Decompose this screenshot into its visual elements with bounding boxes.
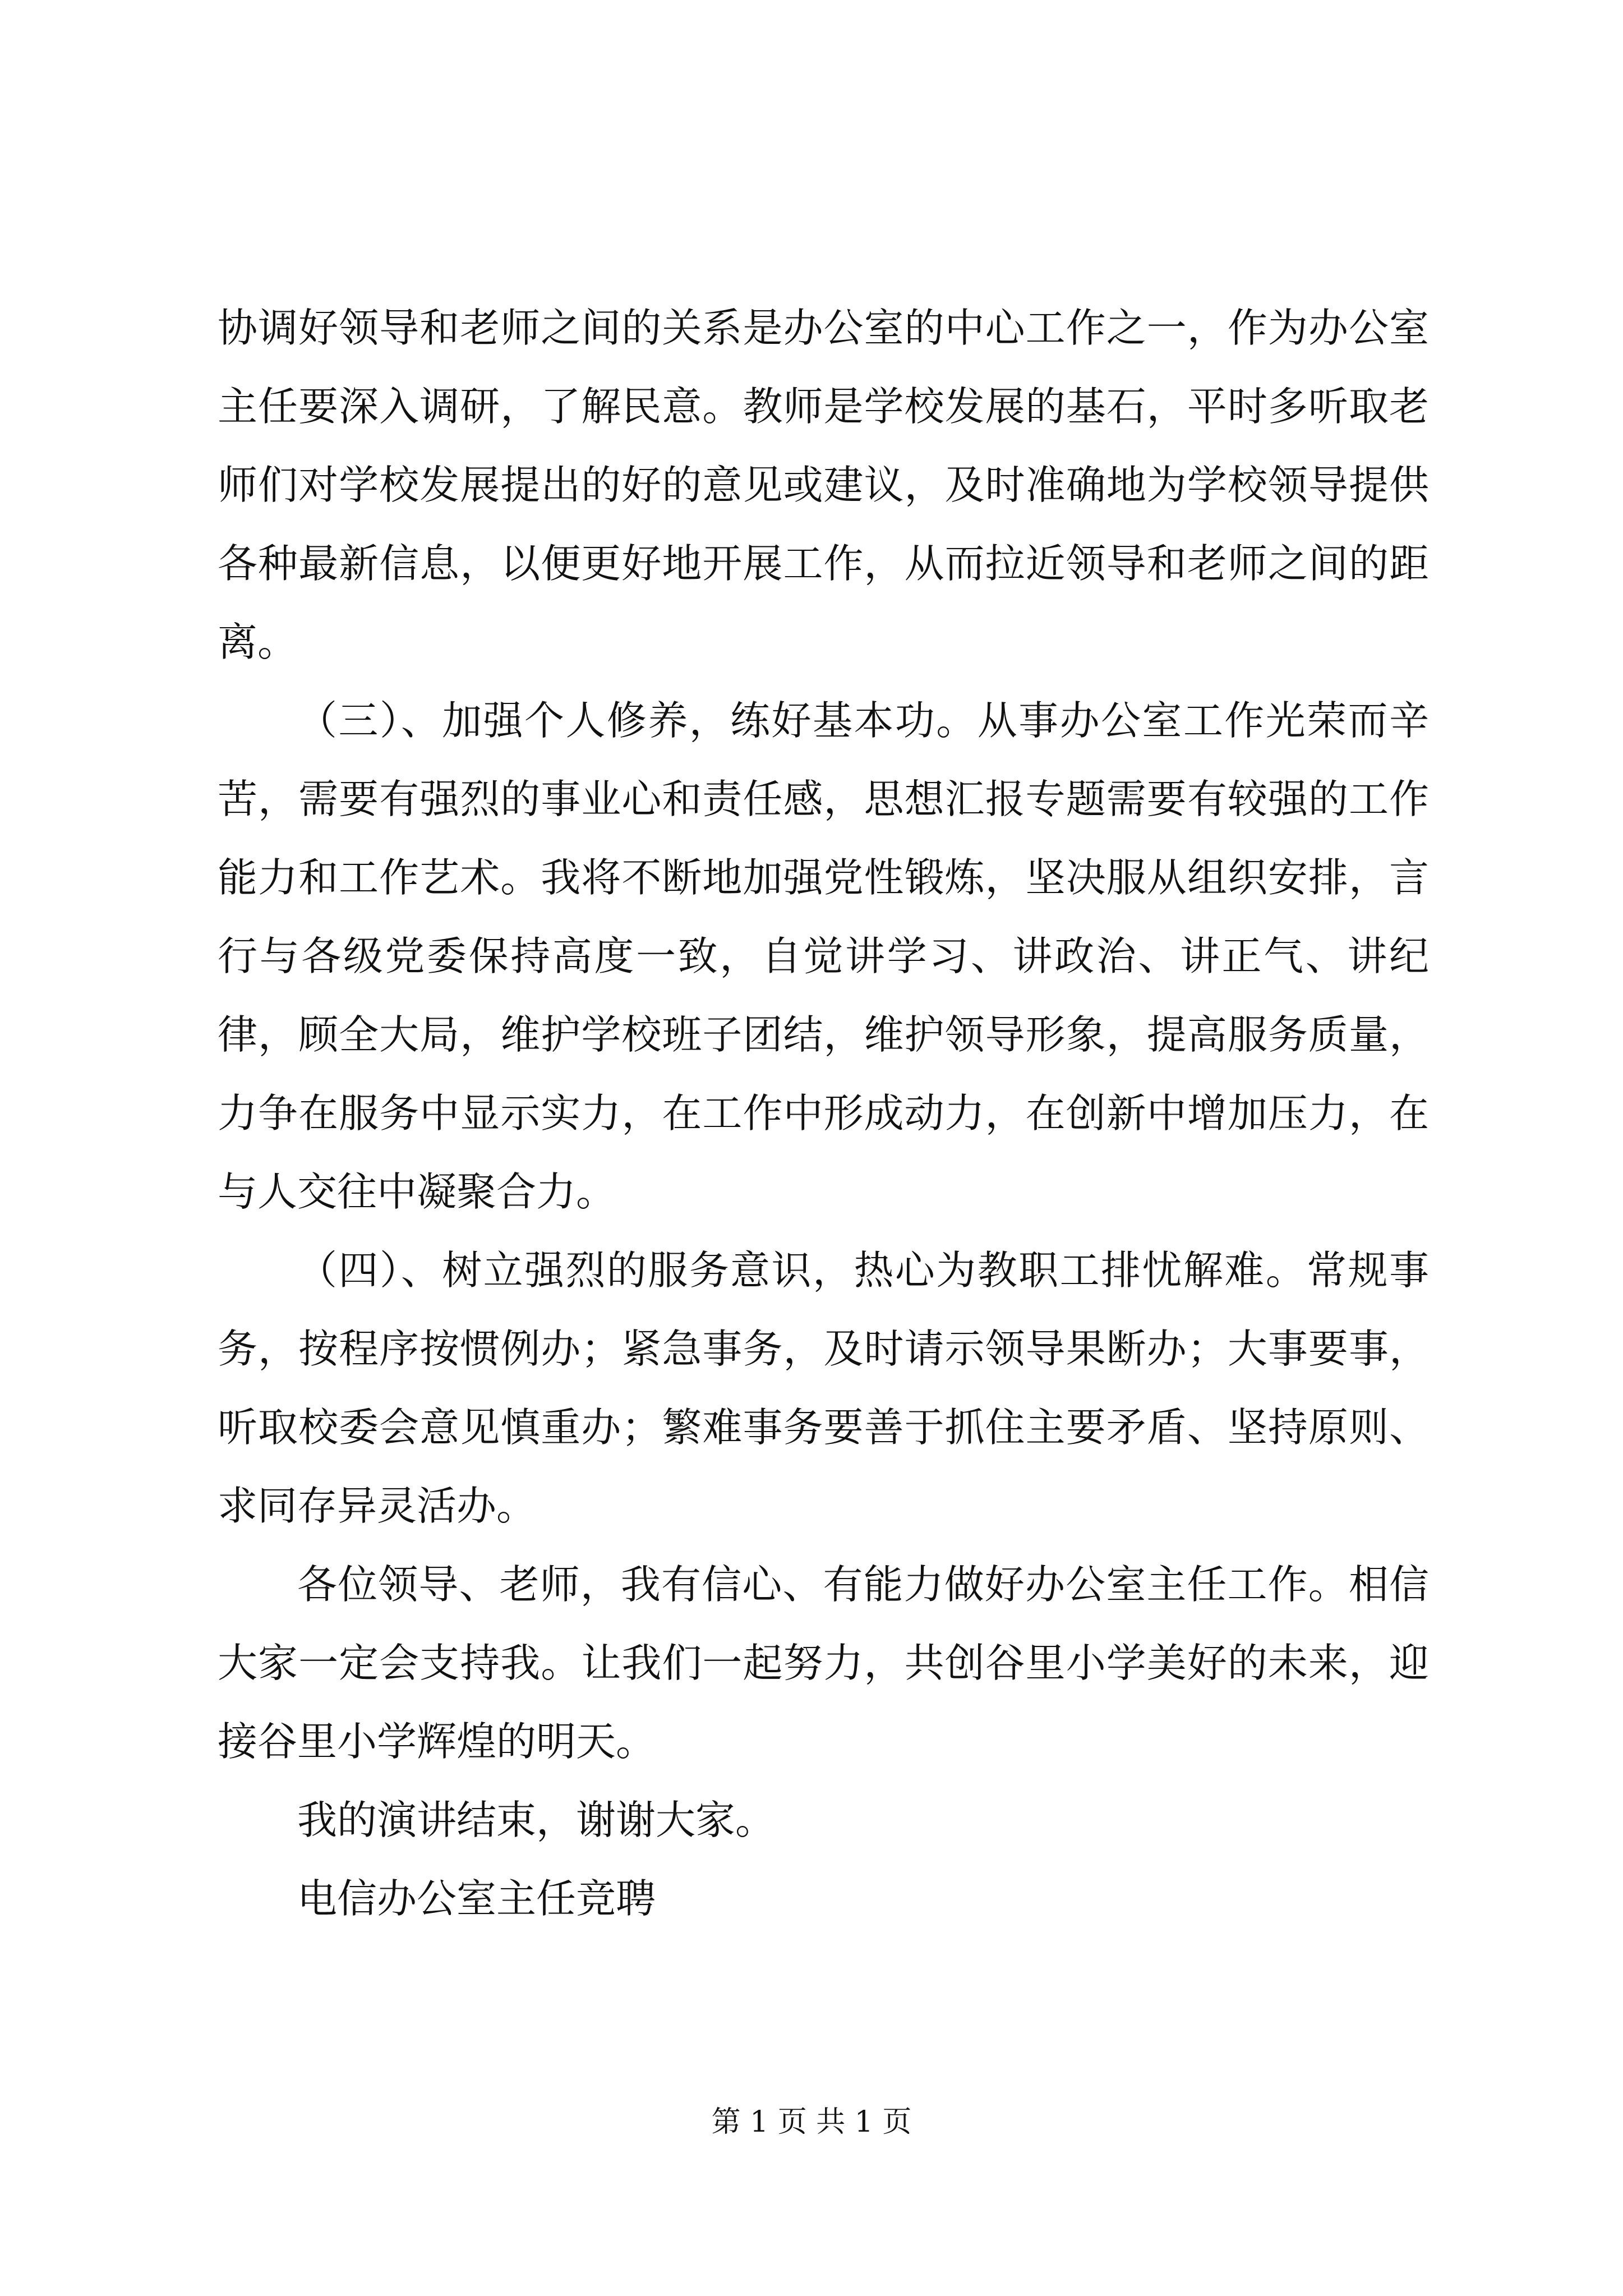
document-body: [218, 289, 1429, 1938]
paragraph-1: 协调好领导和老师之间的关系是办公室的中心工作之一，作为办公室主任要深入调研，了解民意。教师是学校发展的基石，平时多听取老师们对学校发展提出的好的意见或建议，及时准确地为学校领导提供各种最新信息，以便更好地开展工作，从而拉近领导和老师之间的距离。: [218, 305, 1429, 665]
paragraph-3: （四）、树立强烈的服务意识，热心为教职工排忧解难。常规事务，按程序按惯例办；紧急事务，及时请示领导果断办；大事要事，听取校委会意见慎重办；繁难事务要善于抓住主要矛盾、坚持原则、求同存异灵活办。: [218, 1247, 1429, 1529]
page-footer: 第 1 页 共 1 页: [711, 2105, 912, 2139]
paragraph-2: （三）、加强个人修养，练好基本功。从事办公室工作光荣而辛苦，需要有强烈的事业心和责任感，思想汇报专题需要有较强的工作能力和工作艺术。我将不断地加强党性锻炼，坚决服从组织安排，言行与各级党委保持高度一致，自觉讲学习、讲政治、讲正气、讲纪律，顾全大局，维护学校班子团结，维护领导形象，提高服务质量，力争在服务中显示实力，在工作中形成动力，在创新中增加压力，在与人交往中凝聚合力。: [218, 697, 1429, 1215]
paragraph-4: 各位领导、老师，我有信心、有能力做好办公室主任工作。相信大家一定会支持我。让我们一起努力，共创谷里小学美好的未来，迎接谷里小学辉煌的明天。: [218, 1561, 1429, 1765]
paragraph-6: 电信办公室主任竞聘: [297, 1875, 656, 1922]
paragraph-5: 我的演讲结束，谢谢大家。: [297, 1797, 776, 1843]
